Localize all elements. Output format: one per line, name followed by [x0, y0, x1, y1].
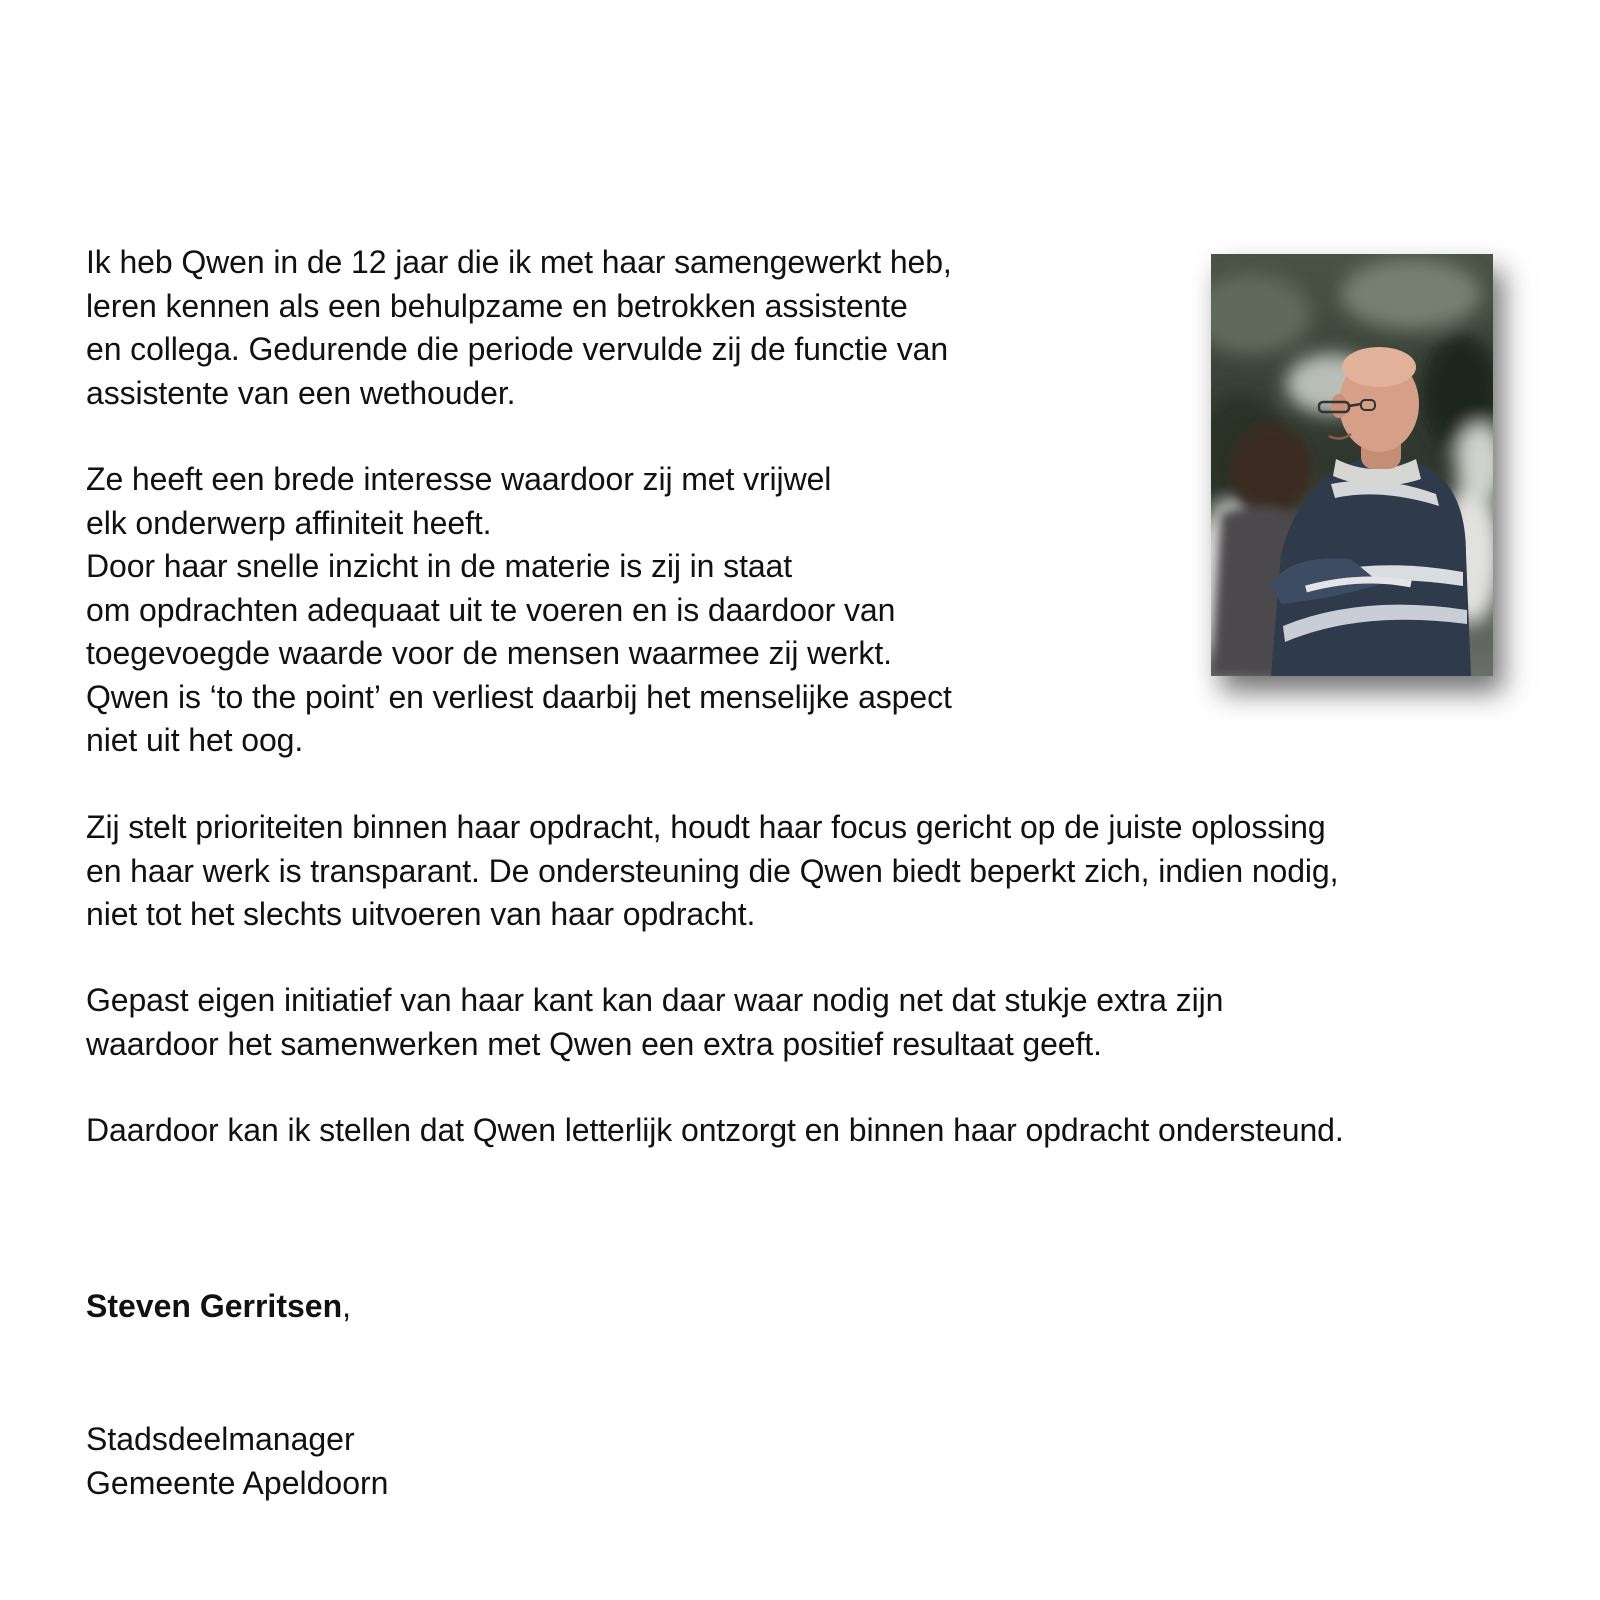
paragraph-line: om opdrachten adequaat uit te voeren en is daardoor van: [86, 591, 896, 628]
paragraph-line: assistente van een wethouder.: [86, 374, 516, 411]
signature: [86, 1285, 351, 1328]
signature-name: Steven Gerritsen: [86, 1288, 343, 1324]
paragraph-line: Door haar snelle inzicht in de materie is zij in staat: [86, 548, 793, 584]
paragraph-line: niet tot het slechts uitvoeren van haar opdracht.: [86, 896, 756, 932]
role-title: Stadsdeelmanager: [86, 1421, 355, 1457]
paragraph-1: [86, 241, 952, 415]
paragraph-line: elk onderwerp affiniteit heeft.: [86, 504, 492, 541]
paragraph-line: Ze heeft een brede interesse waardoor zij met vrijwel: [86, 461, 832, 497]
signature-comma: ,: [342, 1288, 351, 1324]
paragraph-line: en haar werk is transparant. De ondersteuning die Qwen biedt beperkt zich, indien nodig,: [86, 852, 1339, 889]
paragraph-line: Qwen is ‘to the point’ en verliest daarbij het menselijke aspect: [86, 678, 952, 715]
paragraph-5: [86, 1109, 1344, 1153]
paragraph-line: niet uit het oog.: [86, 722, 304, 758]
paragraph-line: Zij stelt prioriteiten binnen haar opdracht, houdt haar focus gericht op de juiste oplossing: [86, 809, 1326, 845]
paragraph-2: [86, 458, 952, 763]
paragraph-line: toegevoegde waarde voor de mensen waarmee zij werkt.: [86, 635, 892, 671]
role-organization: Gemeente Apeldoorn: [86, 1464, 389, 1501]
paragraph-line: waardoor het samenwerken met Qwen een extra positief resultaat geeft.: [86, 1025, 1102, 1062]
paragraph-line: Gepast eigen initiatief van haar kant kan daar waar nodig net dat stukje extra zijn: [86, 982, 1224, 1018]
paragraph-line: Ik heb Qwen in de 12 jaar die ik met haar samengewerkt heb,: [86, 244, 952, 280]
paragraph-line: Daardoor kan ik stellen dat Qwen letterlijk ontzorgt en binnen haar opdracht ondersteund.: [86, 1112, 1344, 1148]
signer-role: [86, 1418, 388, 1505]
portrait-photo: [1211, 254, 1493, 676]
paragraph-line: en collega. Gedurende die periode vervulde zij de functie van: [86, 331, 949, 367]
paragraph-line: leren kennen als een behulpzame en betrokken assistente: [86, 287, 908, 324]
paragraph-4: [86, 979, 1223, 1066]
paragraph-3: [86, 806, 1338, 937]
